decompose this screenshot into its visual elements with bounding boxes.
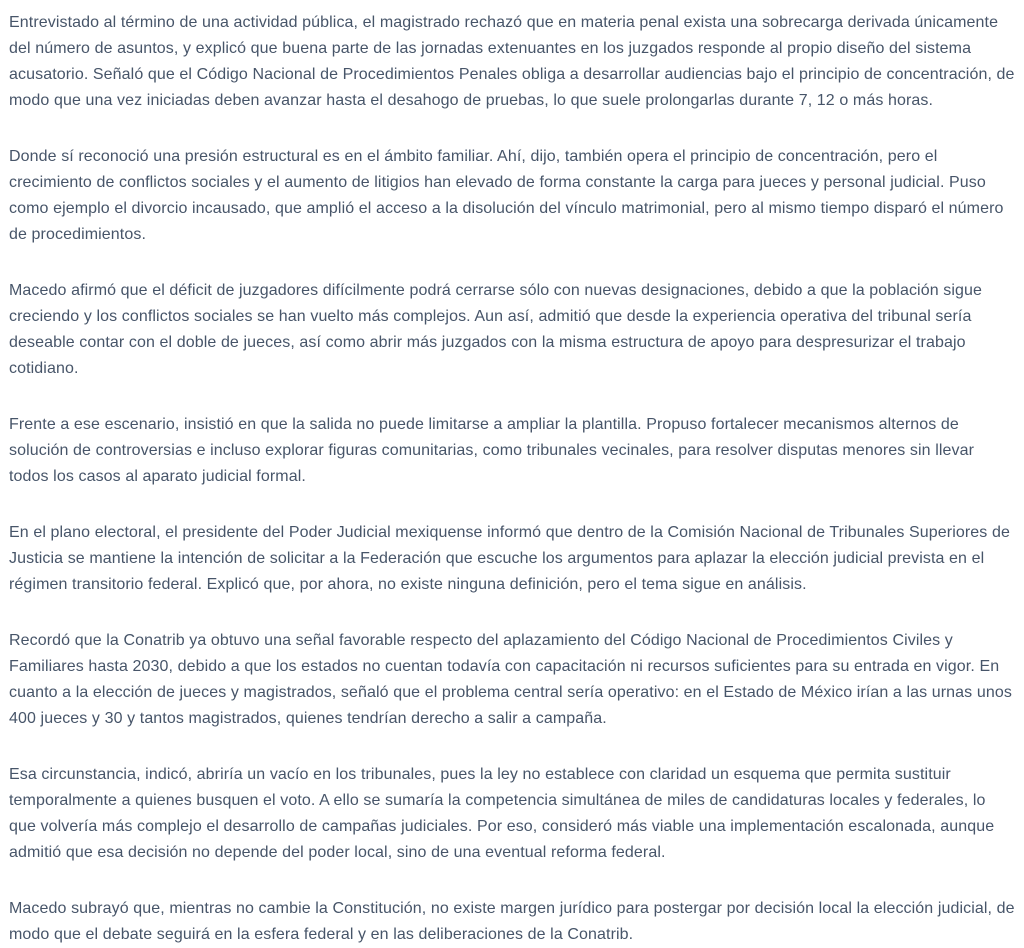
paragraph-7: Esa circunstancia, indicó, abriría un vacío en los tribunales, pues la ley no establece con claridad un esquema que permita sustituir temporalmente a quienes busquen el voto. A ello se sumaría la competencia simultánea de miles de candidaturas locales y federales, lo que volvería más complejo el desarrollo de campañas judiciales. Por eso, consideró más viable una implementación escalonada, aunque admitió que esa decisión no depende del poder local, sino de una eventual reforma federal. xyxy=(9,766,995,861)
paragraph-1: Entrevistado al término de una actividad pública, el magistrado rechazó que en materia penal exista una sobrecarga derivada únicamente del número de asuntos, y explicó que buena parte de las jornadas extenuantes en los juzgados responde al propio diseño del sistema acusatorio. Señaló que el Código Nacional de Procedimientos Penales obliga a desarrollar audiencias bajo el principio de concentración, de modo que una vez iniciadas deben avanzar hasta el desahogo de pruebas, lo que suele prolongarlas durante 7, 12 o más horas. xyxy=(9,14,1015,109)
paragraph-3: Macedo afirmó que el déficit de juzgadores difícilmente podrá cerrarse sólo con nuevas designaciones, debido a que la población sigue creciendo y los conflictos sociales se han vuelto más complejos. Aun así, admitió que desde la experiencia operativa del tribunal sería deseable contar con el doble de jueces, así como abrir más juzgados con la misma estructura de apoyo para despresurizar el trabajo cotidiano. xyxy=(9,282,983,377)
paragraph-4: Frente a ese escenario, insistió en que la salida no puede limitarse a ampliar la plantilla. Propuso fortalecer mecanismos alternos de solución de controversias e incluso explorar figuras comunitarias, como tribunales vecinales, para resolver disputas menores sin llevar todos los casos al aparato judicial formal. xyxy=(9,416,975,485)
paragraph-5: En el plano electoral, el presidente del Poder Judicial mexiquense informó que dentro de la Comisión Nacional de Tribunales Superiores de Justicia se mantiene la intención de solicitar a la Federación que escuche los argumentos para aplazar la elección judicial prevista en el régimen transitorio federal. Explicó que, por ahora, no existe ninguna definición, pero el tema sigue en análisis. xyxy=(9,524,1010,593)
paragraph-6: Recordó que la Conatrib ya obtuvo una señal favorable respecto del aplazamiento del Código Nacional de Procedimientos Civiles y Familiares hasta 2030, debido a que los estados no cuentan todavía con capacitación ni recursos suficientes para su entrada en vigor. En cuanto a la elección de jueces y magistrados, señaló que el problema central sería operativo: en el Estado de México irían a las urnas unos 400 jueces y 30 y tantos magistrados, quienes tendrían derecho a salir a campaña. xyxy=(9,632,1012,727)
paragraph-2: Donde sí reconoció una presión estructural es en el ámbito familiar. Ahí, dijo, también opera el principio de concentración, pero el crecimiento de conflictos sociales y el aumento de litigios han elevado de forma constante la carga para jueces y personal judicial. Puso como ejemplo el divorcio incausado, que amplió el acceso a la disolución del vínculo matrimonial, pero al mismo tiempo disparó el número de procedimientos. xyxy=(9,148,1004,243)
paragraph-8: Macedo subrayó que, mientras no cambie la Constitución, no existe margen jurídico para postergar por decisión local la elección judicial, de modo que el debate seguirá en la esfera federal y en las deliberaciones de la Conatrib. xyxy=(9,900,1015,943)
